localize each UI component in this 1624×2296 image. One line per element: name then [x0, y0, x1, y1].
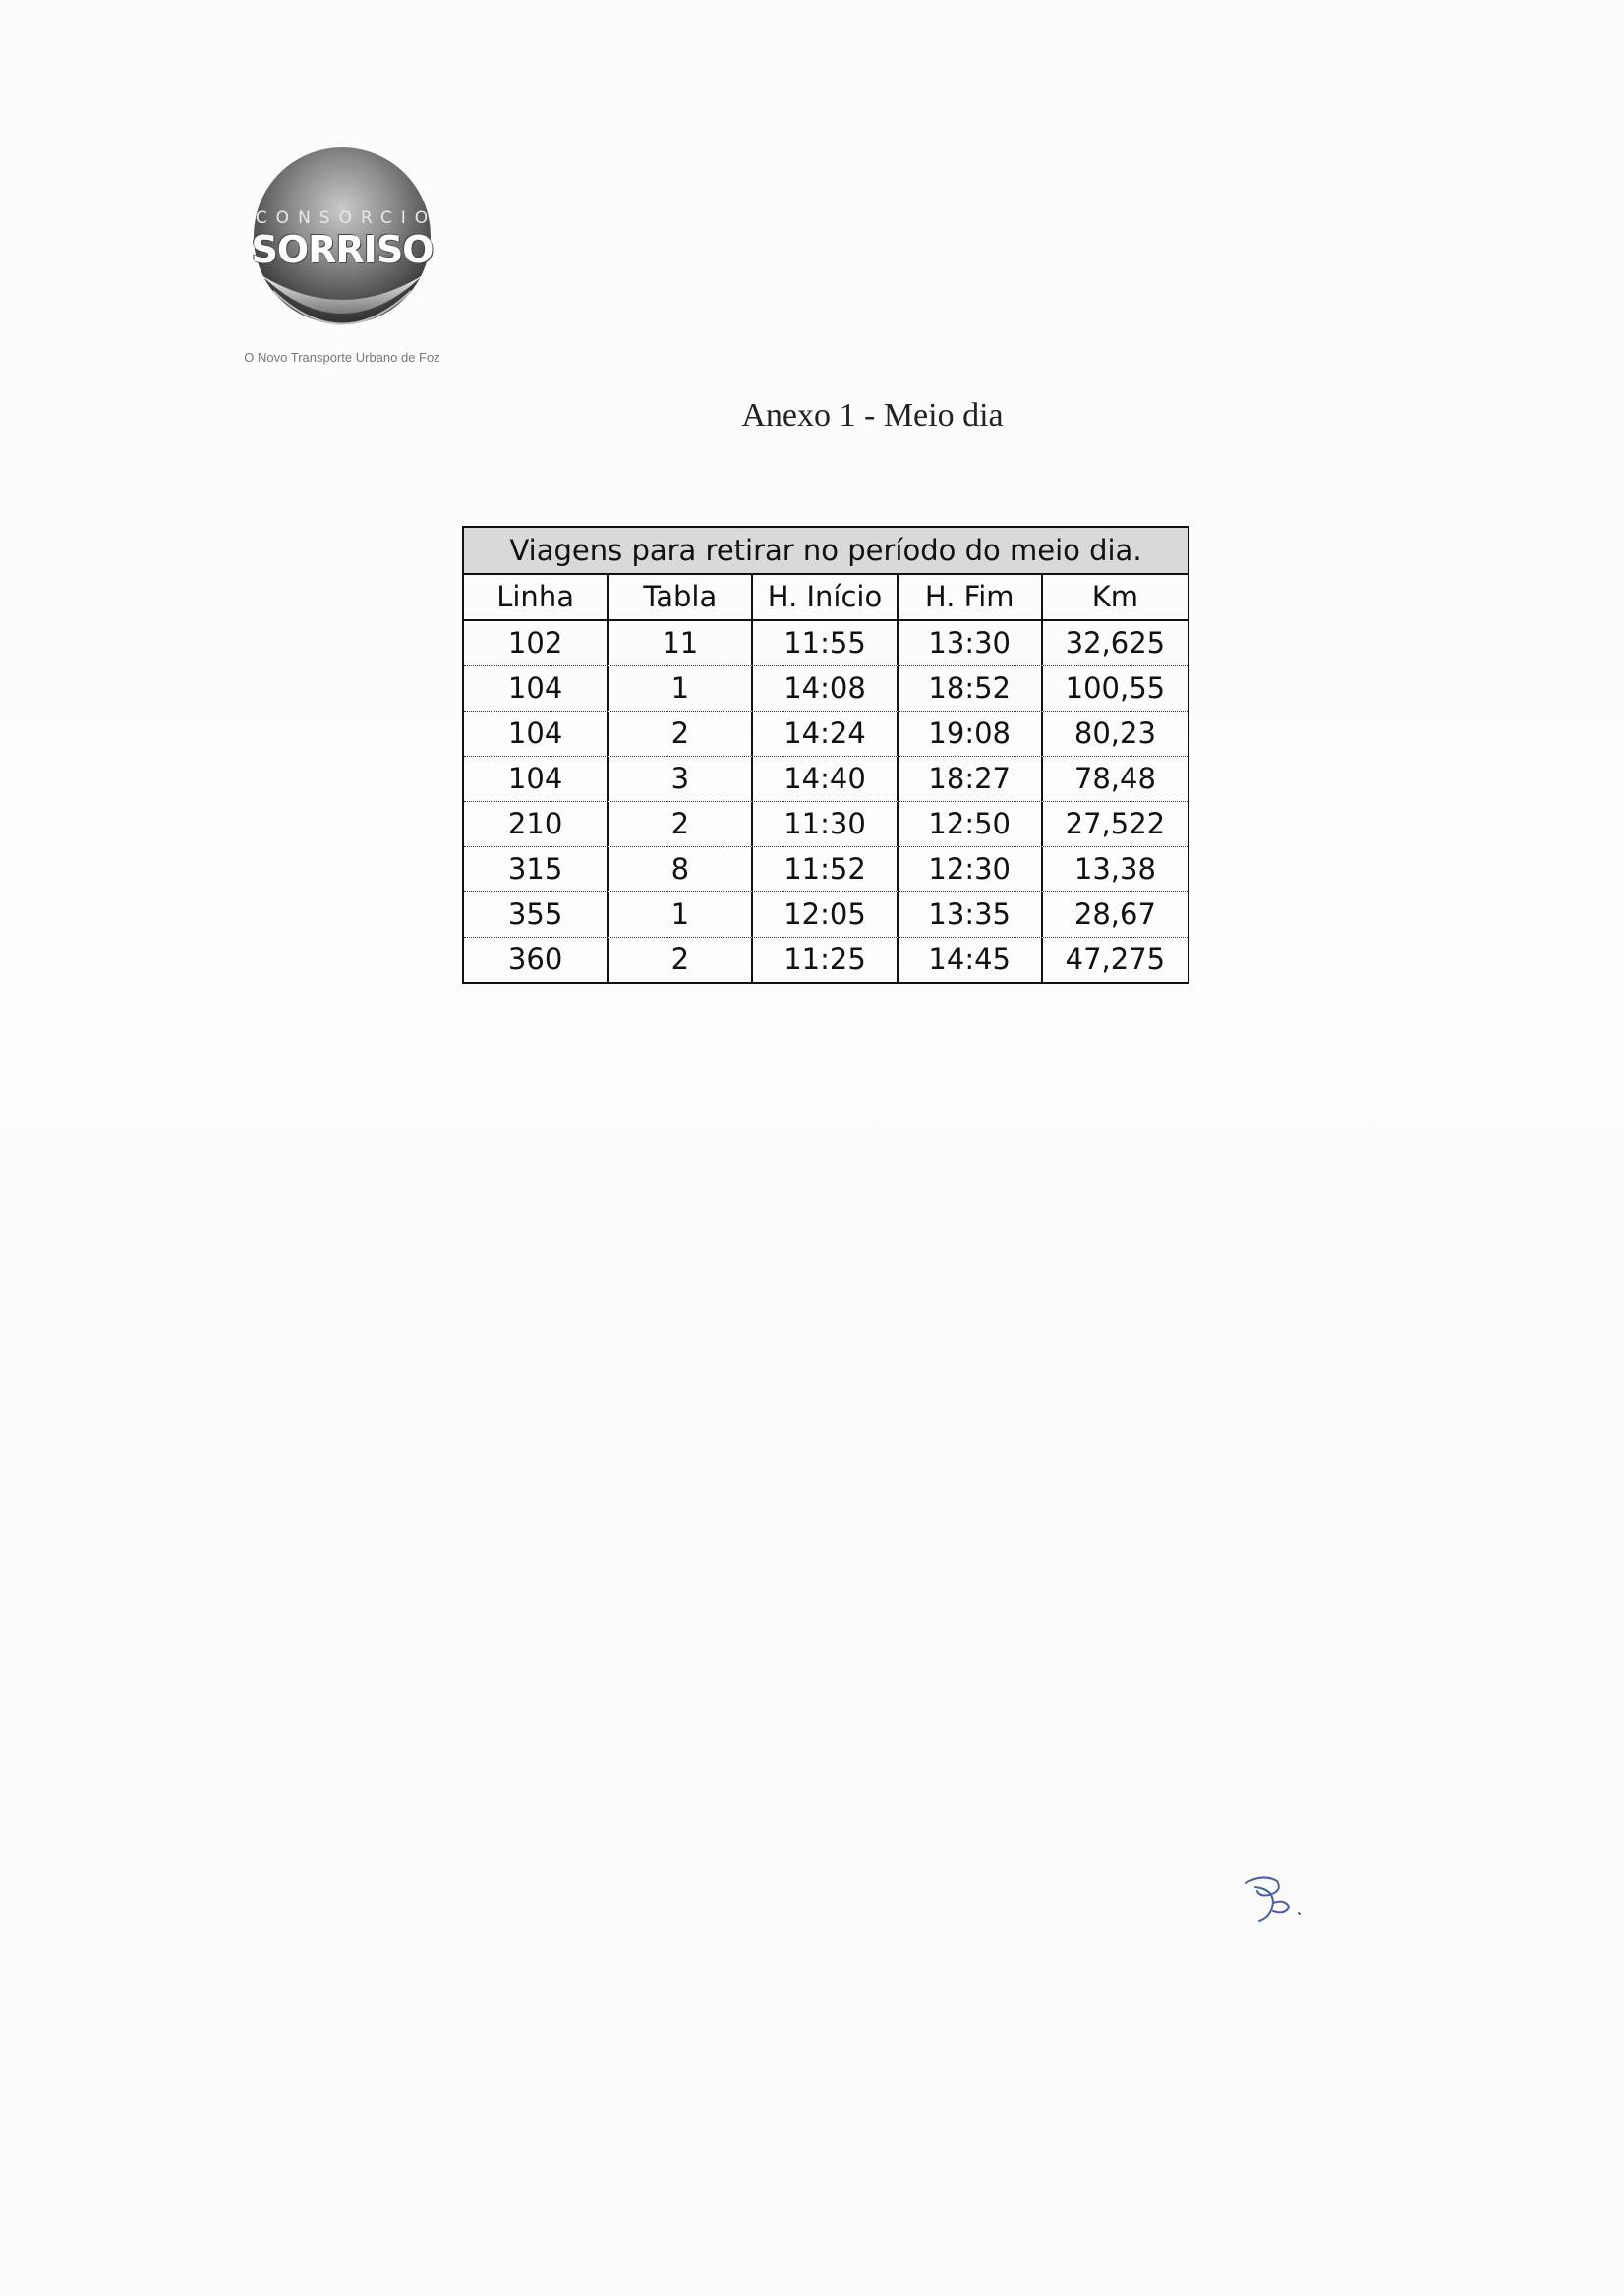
column-header: Tabla [609, 575, 753, 619]
table-cell: 18:27 [899, 757, 1043, 801]
table-cell: 14:40 [753, 757, 898, 801]
table-cell: 14:24 [753, 712, 898, 756]
table-cell: 12:50 [899, 802, 1043, 846]
logo-tagline: O Novo Transporte Urbano de Foz [244, 350, 440, 365]
company-logo [214, 145, 470, 372]
table-cell: 19:08 [899, 712, 1043, 756]
table-caption: Viagens para retirar no período do meio dia. [464, 528, 1188, 575]
handwritten-initial-signature [1234, 1869, 1322, 1928]
table-cell: 12:05 [753, 892, 898, 937]
table-row [464, 892, 1188, 938]
table-cell: 1 [609, 666, 753, 711]
table-cell: 102 [464, 621, 609, 665]
table-cell: 2 [609, 938, 753, 982]
table-cell: 355 [464, 892, 609, 937]
table-cell: 8 [609, 847, 753, 891]
table-cell: 14:08 [753, 666, 898, 711]
table-row [464, 666, 1188, 712]
table-cell: 12:30 [899, 847, 1043, 891]
table-cell: 14:45 [899, 938, 1043, 982]
column-header: Linha [464, 575, 609, 619]
table-cell: 11 [609, 621, 753, 665]
column-header: H. Início [753, 575, 898, 619]
table-row [464, 712, 1188, 757]
table-cell: 28,67 [1073, 897, 1156, 931]
document-title: Anexo 1 - Meio dia [741, 397, 1004, 433]
logo-brand-name: SORRISO [251, 228, 434, 271]
table-cell: 11:52 [753, 847, 898, 891]
table-cell: 210 [464, 802, 609, 846]
table-row [464, 757, 1188, 802]
table-header-row [464, 575, 1188, 621]
table-cell: 11:55 [753, 621, 898, 665]
logo-top-text: CONSORCIO [255, 208, 437, 228]
table-cell: 104 [464, 757, 609, 801]
table-row [464, 938, 1188, 982]
table-cell: 3 [609, 757, 753, 801]
table-cell: 100,55 [1065, 671, 1166, 705]
column-header: Km [1091, 580, 1139, 613]
table-cell: 315 [464, 847, 609, 891]
table-cell: 2 [609, 802, 753, 846]
table-cell: 104 [464, 712, 609, 756]
table-cell: 1 [609, 892, 753, 937]
table-cell: 13:35 [899, 892, 1043, 937]
column-header: H. Fim [899, 575, 1043, 619]
table-cell: 27,522 [1065, 807, 1166, 840]
trips-table [462, 526, 1189, 984]
table-cell: 11:30 [753, 802, 898, 846]
table-cell: 18:52 [899, 666, 1043, 711]
table-cell: 360 [464, 938, 609, 982]
table-cell: 78,48 [1073, 762, 1156, 795]
table-cell: 32,625 [1065, 626, 1166, 660]
table-cell: 13:30 [899, 621, 1043, 665]
table-row [464, 621, 1188, 666]
table-row [464, 847, 1188, 892]
table-row [464, 802, 1188, 847]
table-cell: 80,23 [1073, 717, 1156, 750]
table-cell: 2 [609, 712, 753, 756]
table-cell: 47,275 [1065, 943, 1166, 976]
table-cell: 13,38 [1073, 852, 1156, 886]
table-cell: 104 [464, 666, 609, 711]
table-cell: 11:25 [753, 938, 898, 982]
